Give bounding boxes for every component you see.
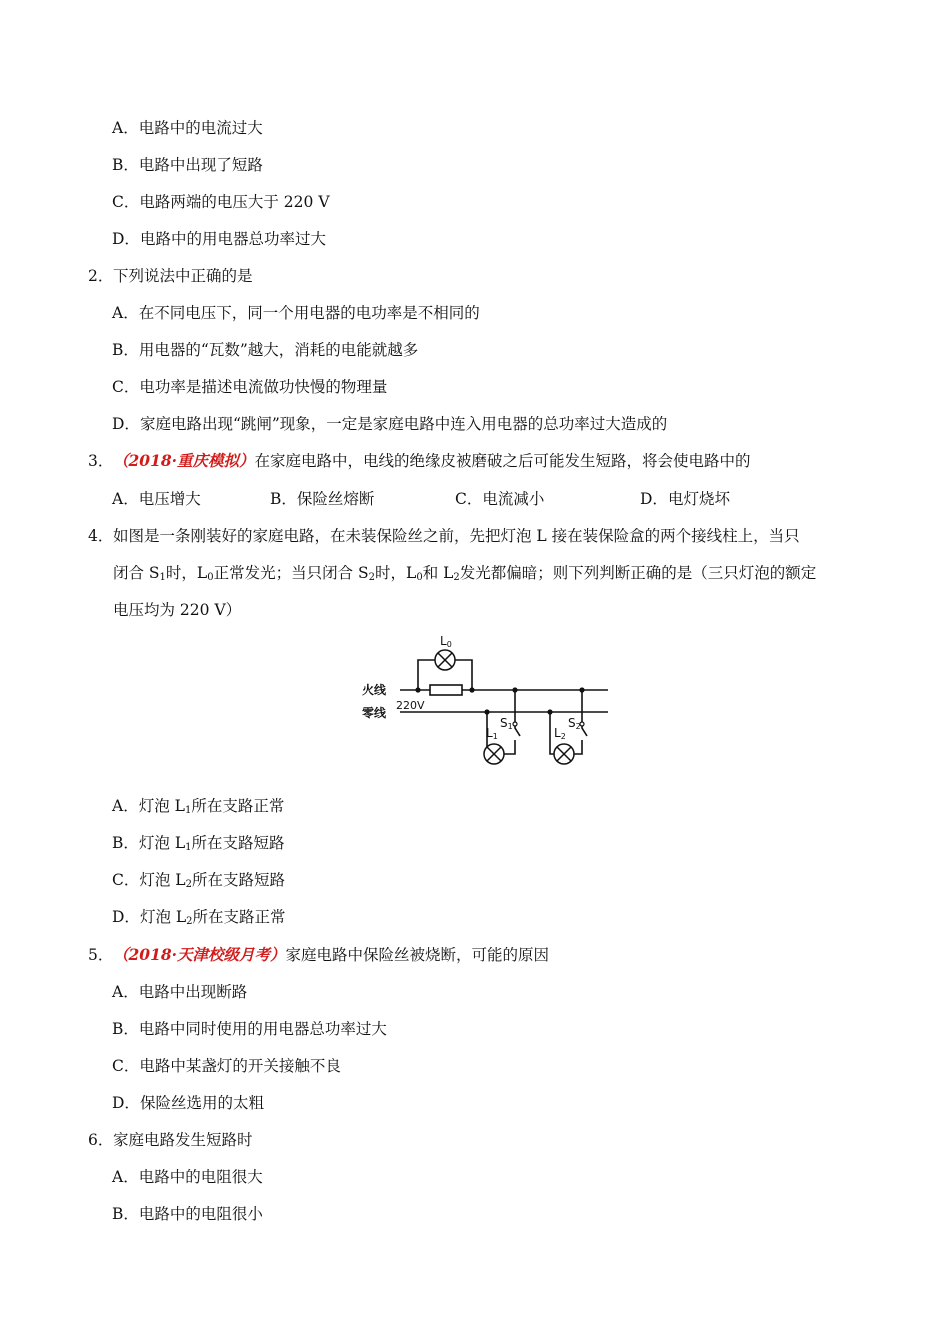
l2-label: L2: [554, 726, 566, 741]
lamp-l2-icon: [554, 744, 574, 764]
q1-option-b: B．电路中出现了短路: [112, 156, 263, 174]
q4-option-d: D．灯泡 $L_2$所在支路正常: [112, 908, 286, 927]
q1-option-c: C．电路两端的电压大于 220 V: [112, 193, 330, 211]
q4-stem-line3: 电压均为 220 V）: [113, 601, 242, 619]
q6-number: 6．: [88, 1131, 114, 1149]
q3-number: 3．: [88, 452, 114, 470]
q2-option-b: B．用电器的“瓦数”越大，消耗的电能就越多: [112, 341, 419, 359]
q3-source: （2018·重庆模拟）: [113, 451, 255, 470]
q4-number: 4．: [88, 527, 114, 545]
neutral-label: 零线: [362, 706, 387, 720]
circuit-diagram: [360, 628, 620, 773]
q4-stem-line2: 闭合 $S_1$时，$L_0$正常发光；当只闭合 $S_2$时，$L_0$和 $L_2$发光都偏暗；则下列判断正确的是（三只灯泡的额定: [113, 564, 817, 583]
q5-source: （2018·天津校级月考）: [113, 945, 286, 964]
lamp-l0-icon: [435, 650, 455, 670]
q5-option-c: C．电路中某盏灯的开关接触不良: [112, 1057, 341, 1075]
q4-option-a: A．灯泡 $L_1$所在支路正常: [112, 797, 285, 816]
q2-number: 2．: [88, 267, 114, 285]
s2-label: S2: [568, 716, 581, 731]
q5-number: 5．: [88, 946, 114, 964]
q4-option-b: B．灯泡 $L_1$所在支路短路: [112, 834, 285, 853]
q4-stem-line1: 如图是一条刚装好的家庭电路，在未装保险丝之前，先把灯泡 L 接在装保险盒的两个接线柱上，当只: [113, 527, 800, 545]
s2-switch-arm: [582, 690, 587, 736]
q3-option-a: A．电压增大: [112, 490, 201, 508]
q6-option-a: A．电路中的电阻很大: [112, 1168, 263, 1186]
q6-option-b: B．电路中的电阻很小: [112, 1205, 263, 1223]
voltage-label: 220V: [396, 699, 425, 712]
q5-option-a: A．电路中出现断路: [112, 983, 248, 1001]
q5-option-b: B．电路中同时使用的用电器总功率过大: [112, 1020, 387, 1038]
fuse-box: [430, 685, 462, 695]
live-label: 火线: [362, 683, 387, 697]
q5-option-d: D．保险丝选用的太粗: [112, 1094, 264, 1112]
q5-stem: （2018·天津校级月考）家庭电路中保险丝被烧断，可能的原因: [113, 945, 550, 964]
s1-switch-arm: [515, 690, 520, 736]
q2-option-d: D．家庭电路出现“跳闸”现象，一定是家庭电路中连入用电器的总功率过大造成的: [112, 415, 668, 433]
q6-stem: 家庭电路发生短路时: [113, 1131, 253, 1149]
l0-label: L0: [440, 634, 452, 649]
s1-label: S1: [500, 716, 513, 731]
q3-option-d: D．电灯烧坏: [640, 490, 730, 508]
lamp-l1-icon: [484, 744, 504, 764]
q2-stem: 下列说法中正确的是: [113, 267, 253, 285]
l1-label: L1: [486, 726, 498, 741]
q1-option-d: D．电路中的用电器总功率过大: [112, 230, 326, 248]
q2-option-c: C．电功率是描述电流做功快慢的物理量: [112, 378, 388, 396]
q3-stem: （2018·重庆模拟）在家庭电路中，电线的绝缘皮被磨破之后可能发生短路，将会使电路中的: [113, 451, 751, 470]
q1-option-a: A．电路中的电流过大: [112, 119, 263, 137]
q3-option-b: B．保险丝熔断: [270, 490, 375, 508]
q2-option-a: A．在不同电压下，同一个用电器的电功率是不相同的: [112, 304, 480, 322]
q4-option-c: C．灯泡 $L_2$所在支路短路: [112, 871, 285, 890]
q3-option-c: C．电流减小: [455, 490, 545, 508]
